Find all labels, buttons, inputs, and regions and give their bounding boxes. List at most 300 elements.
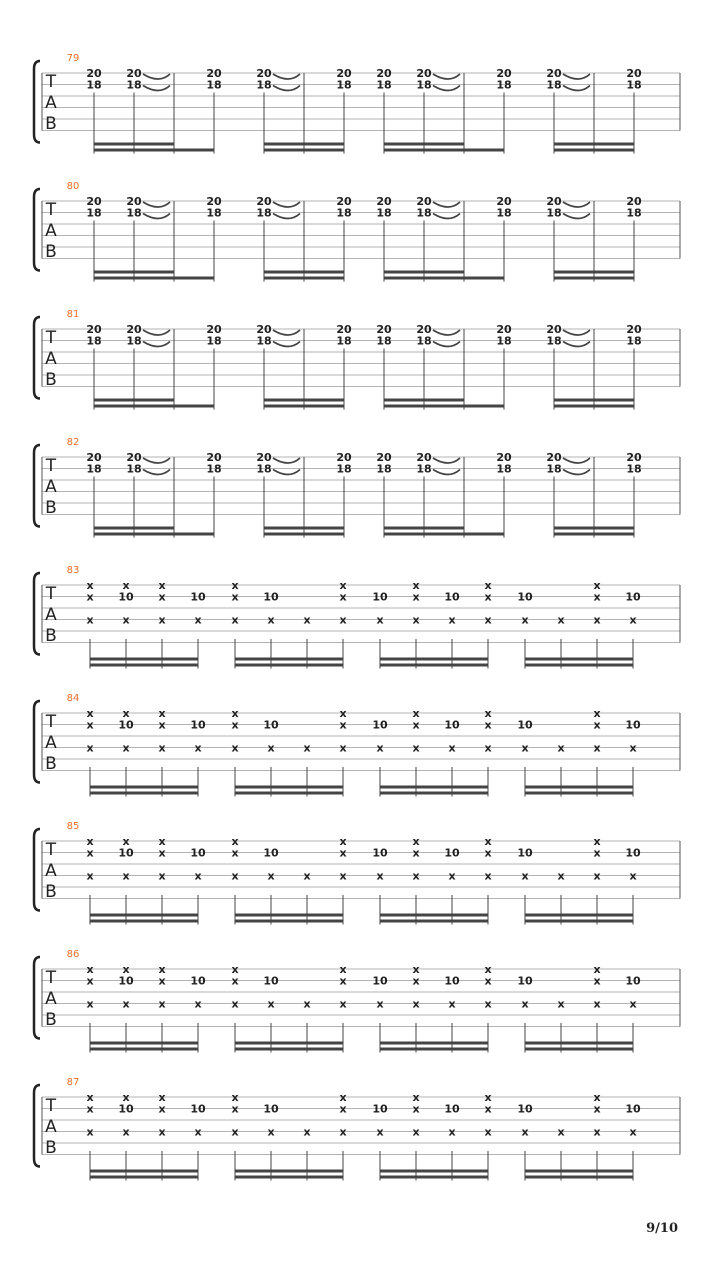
beam bbox=[525, 1176, 633, 1179]
muted-note: x bbox=[629, 1125, 637, 1139]
fret-number: 18 bbox=[86, 334, 102, 348]
muted-note: x bbox=[521, 997, 529, 1011]
tab-clef-letter: B bbox=[45, 754, 57, 774]
tie-arc bbox=[563, 202, 590, 207]
muted-note: x bbox=[448, 1125, 456, 1139]
muted-note: x bbox=[194, 613, 202, 627]
muted-note: x bbox=[303, 613, 311, 627]
fret-number: 18 bbox=[336, 334, 352, 348]
muted-note: x bbox=[158, 997, 166, 1011]
muted-note: x bbox=[158, 718, 166, 732]
tie-arc bbox=[143, 202, 170, 207]
beam bbox=[384, 533, 464, 536]
muted-note: x bbox=[484, 869, 492, 883]
fret-number: 10 bbox=[263, 846, 279, 860]
measure-number: 80 bbox=[66, 181, 80, 192]
muted-note: x bbox=[86, 707, 94, 720]
muted-note: x bbox=[86, 741, 94, 755]
muted-note: x bbox=[339, 1102, 347, 1116]
fret-number: 10 bbox=[444, 1102, 460, 1116]
muted-note: x bbox=[484, 835, 492, 848]
tie-arc bbox=[143, 342, 170, 347]
muted-note: x bbox=[557, 869, 565, 883]
fret-number: 20 bbox=[256, 323, 272, 336]
fret-number: 20 bbox=[496, 451, 512, 464]
fret-number: 20 bbox=[546, 451, 562, 464]
beam bbox=[464, 405, 504, 408]
beam bbox=[94, 277, 174, 280]
beam bbox=[384, 527, 464, 530]
beam bbox=[384, 271, 464, 274]
fret-number: 18 bbox=[206, 206, 222, 220]
muted-note: x bbox=[158, 1102, 166, 1116]
beam bbox=[235, 920, 343, 923]
muted-note: x bbox=[412, 741, 420, 755]
beam bbox=[264, 533, 344, 536]
tie-arc bbox=[273, 74, 300, 79]
tab-clef-letter: B bbox=[45, 370, 57, 390]
fret-number: 20 bbox=[626, 323, 642, 336]
beam bbox=[235, 1170, 343, 1173]
page-number: 9/10 bbox=[646, 1221, 678, 1236]
muted-note: x bbox=[593, 963, 601, 976]
fret-number: 10 bbox=[118, 1102, 134, 1116]
tab-clef-letter: A bbox=[45, 1117, 57, 1137]
beam bbox=[264, 527, 344, 530]
fret-number: 20 bbox=[416, 67, 432, 80]
muted-note: x bbox=[339, 707, 347, 720]
measure-number: 85 bbox=[66, 821, 80, 832]
muted-note: x bbox=[376, 1125, 384, 1139]
fret-number: 10 bbox=[372, 1102, 388, 1116]
muted-note: x bbox=[158, 869, 166, 883]
beam bbox=[525, 664, 633, 667]
tie-arc bbox=[433, 458, 460, 463]
muted-note: x bbox=[339, 835, 347, 848]
muted-note: x bbox=[86, 1102, 94, 1116]
fret-number: 20 bbox=[126, 323, 142, 336]
muted-note: x bbox=[231, 1125, 239, 1139]
tie-arc bbox=[563, 86, 590, 91]
tie-arc bbox=[143, 86, 170, 91]
muted-note: x bbox=[86, 997, 94, 1011]
fret-number: 10 bbox=[263, 590, 279, 604]
fret-number: 10 bbox=[190, 846, 206, 860]
beam bbox=[90, 664, 198, 667]
fret-number: 20 bbox=[126, 451, 142, 464]
beam bbox=[90, 658, 198, 661]
fret-number: 10 bbox=[444, 974, 460, 988]
muted-note: x bbox=[484, 963, 492, 976]
fret-number: 10 bbox=[625, 718, 641, 732]
muted-note: x bbox=[412, 974, 420, 988]
tie-arc bbox=[433, 470, 460, 475]
fret-number: 10 bbox=[444, 590, 460, 604]
beam bbox=[380, 1170, 488, 1173]
fret-number: 20 bbox=[206, 67, 222, 80]
fret-number: 10 bbox=[625, 1102, 641, 1116]
tab-clef-letter: T bbox=[45, 584, 57, 604]
fret-number: 18 bbox=[496, 462, 512, 476]
muted-note: x bbox=[122, 579, 130, 592]
muted-note: x bbox=[593, 869, 601, 883]
measure-number: 87 bbox=[66, 1077, 80, 1088]
fret-number: 10 bbox=[190, 590, 206, 604]
muted-note: x bbox=[339, 613, 347, 627]
beam bbox=[235, 792, 343, 795]
fret-number: 20 bbox=[496, 195, 512, 208]
tab-clef-letter: A bbox=[45, 989, 57, 1009]
muted-note: x bbox=[484, 707, 492, 720]
muted-note: x bbox=[122, 613, 130, 627]
muted-note: x bbox=[412, 846, 420, 860]
fret-number: 20 bbox=[416, 323, 432, 336]
muted-note: x bbox=[231, 846, 239, 860]
beam bbox=[525, 1170, 633, 1173]
fret-number: 20 bbox=[336, 323, 352, 336]
fret-number: 18 bbox=[126, 78, 142, 92]
tab-clef-letter: A bbox=[45, 349, 57, 369]
beam bbox=[554, 405, 634, 408]
muted-note: x bbox=[412, 718, 420, 732]
fret-number: 10 bbox=[263, 718, 279, 732]
beam bbox=[90, 920, 198, 923]
muted-note: x bbox=[339, 974, 347, 988]
muted-note: x bbox=[629, 997, 637, 1011]
muted-note: x bbox=[593, 579, 601, 592]
beam bbox=[380, 914, 488, 917]
muted-note: x bbox=[122, 869, 130, 883]
muted-note: x bbox=[122, 835, 130, 848]
muted-note: x bbox=[122, 997, 130, 1011]
fret-number: 10 bbox=[444, 846, 460, 860]
muted-note: x bbox=[122, 1091, 130, 1104]
beam bbox=[235, 1176, 343, 1179]
fret-number: 10 bbox=[372, 974, 388, 988]
muted-note: x bbox=[339, 963, 347, 976]
muted-note: x bbox=[412, 963, 420, 976]
beam bbox=[380, 1048, 488, 1051]
beam bbox=[554, 399, 634, 402]
fret-number: 10 bbox=[190, 1102, 206, 1116]
muted-note: x bbox=[158, 1125, 166, 1139]
muted-note: x bbox=[86, 1091, 94, 1104]
muted-note: x bbox=[339, 741, 347, 755]
muted-note: x bbox=[158, 613, 166, 627]
fret-number: 10 bbox=[190, 718, 206, 732]
muted-note: x bbox=[231, 974, 239, 988]
fret-number: 20 bbox=[376, 67, 392, 80]
muted-note: x bbox=[412, 579, 420, 592]
muted-note: x bbox=[267, 1125, 275, 1139]
tab-clef-letter: B bbox=[45, 1138, 57, 1158]
fret-number: 10 bbox=[625, 590, 641, 604]
beam bbox=[264, 277, 344, 280]
fret-number: 18 bbox=[626, 334, 642, 348]
tie-arc bbox=[143, 470, 170, 475]
muted-note: x bbox=[593, 1091, 601, 1104]
fret-number: 18 bbox=[416, 206, 432, 220]
system-bracket bbox=[34, 317, 40, 399]
tie-arc bbox=[433, 74, 460, 79]
beam bbox=[464, 277, 504, 280]
muted-note: x bbox=[521, 1125, 529, 1139]
muted-note: x bbox=[158, 974, 166, 988]
muted-note: x bbox=[593, 1125, 601, 1139]
tab-clef-letter: B bbox=[45, 626, 57, 646]
muted-note: x bbox=[86, 590, 94, 604]
fret-number: 10 bbox=[263, 1102, 279, 1116]
tab-clef-letter: T bbox=[45, 968, 57, 988]
muted-note: x bbox=[484, 997, 492, 1011]
tie-arc bbox=[433, 342, 460, 347]
muted-note: x bbox=[412, 869, 420, 883]
muted-note: x bbox=[122, 963, 130, 976]
system-bracket bbox=[34, 1085, 40, 1167]
muted-note: x bbox=[484, 579, 492, 592]
muted-note: x bbox=[86, 579, 94, 592]
fret-number: 10 bbox=[263, 974, 279, 988]
muted-note: x bbox=[412, 1125, 420, 1139]
beam bbox=[264, 405, 344, 408]
muted-note: x bbox=[593, 846, 601, 860]
fret-number: 18 bbox=[126, 462, 142, 476]
beam bbox=[380, 1042, 488, 1045]
tie-arc bbox=[563, 470, 590, 475]
tab-clef-letter: A bbox=[45, 733, 57, 753]
muted-note: x bbox=[448, 741, 456, 755]
muted-note: x bbox=[231, 707, 239, 720]
muted-note: x bbox=[629, 741, 637, 755]
system-bracket bbox=[34, 445, 40, 527]
muted-note: x bbox=[122, 741, 130, 755]
beam bbox=[554, 271, 634, 274]
fret-number: 20 bbox=[86, 323, 102, 336]
system-bracket bbox=[34, 189, 40, 271]
system-bracket bbox=[34, 701, 40, 783]
fret-number: 18 bbox=[256, 334, 272, 348]
fret-number: 18 bbox=[496, 206, 512, 220]
beam bbox=[525, 920, 633, 923]
beam bbox=[384, 405, 464, 408]
tab-clef-letter: T bbox=[45, 1096, 57, 1116]
measure-number: 83 bbox=[66, 565, 80, 576]
muted-note: x bbox=[194, 997, 202, 1011]
tie-arc bbox=[563, 342, 590, 347]
muted-note: x bbox=[158, 741, 166, 755]
muted-note: x bbox=[557, 741, 565, 755]
fret-number: 18 bbox=[376, 206, 392, 220]
tie-arc bbox=[143, 330, 170, 335]
muted-note: x bbox=[521, 869, 529, 883]
muted-note: x bbox=[593, 1102, 601, 1116]
tie-arc bbox=[143, 74, 170, 79]
muted-note: x bbox=[593, 613, 601, 627]
beam bbox=[554, 277, 634, 280]
fret-number: 18 bbox=[546, 334, 562, 348]
measure-number: 79 bbox=[66, 53, 80, 64]
tie-arc bbox=[433, 202, 460, 207]
fret-number: 20 bbox=[496, 67, 512, 80]
beam bbox=[525, 914, 633, 917]
fret-number: 18 bbox=[256, 78, 272, 92]
muted-note: x bbox=[339, 997, 347, 1011]
muted-note: x bbox=[339, 590, 347, 604]
beam bbox=[264, 149, 344, 152]
beam bbox=[380, 658, 488, 661]
muted-note: x bbox=[484, 590, 492, 604]
beam bbox=[554, 533, 634, 536]
beam bbox=[94, 143, 174, 146]
tab-clef-letter: A bbox=[45, 861, 57, 881]
system-bracket bbox=[34, 573, 40, 655]
muted-note: x bbox=[303, 741, 311, 755]
tab-clef-letter: B bbox=[45, 498, 57, 518]
beam bbox=[94, 149, 174, 152]
beam bbox=[235, 1048, 343, 1051]
tie-arc bbox=[143, 458, 170, 463]
muted-note: x bbox=[593, 707, 601, 720]
muted-note: x bbox=[448, 869, 456, 883]
measure-number: 84 bbox=[66, 693, 80, 704]
muted-note: x bbox=[484, 1125, 492, 1139]
beam bbox=[525, 792, 633, 795]
muted-note: x bbox=[267, 997, 275, 1011]
beam bbox=[380, 920, 488, 923]
muted-note: x bbox=[194, 741, 202, 755]
muted-note: x bbox=[412, 835, 420, 848]
measure-number: 81 bbox=[66, 309, 80, 320]
beam bbox=[554, 143, 634, 146]
tab-clef-letter: T bbox=[45, 456, 57, 476]
fret-number: 20 bbox=[126, 195, 142, 208]
fret-number: 10 bbox=[517, 1102, 533, 1116]
beam bbox=[525, 786, 633, 789]
muted-note: x bbox=[231, 835, 239, 848]
beam bbox=[174, 533, 214, 536]
muted-note: x bbox=[593, 997, 601, 1011]
fret-number: 20 bbox=[376, 323, 392, 336]
fret-number: 18 bbox=[376, 462, 392, 476]
muted-note: x bbox=[412, 613, 420, 627]
fret-number: 10 bbox=[517, 718, 533, 732]
muted-note: x bbox=[267, 869, 275, 883]
fret-number: 20 bbox=[336, 451, 352, 464]
beam bbox=[94, 405, 174, 408]
fret-number: 18 bbox=[206, 334, 222, 348]
system-bracket bbox=[34, 957, 40, 1039]
beam bbox=[235, 914, 343, 917]
fret-number: 20 bbox=[376, 451, 392, 464]
fret-number: 18 bbox=[416, 78, 432, 92]
muted-note: x bbox=[339, 1125, 347, 1139]
muted-note: x bbox=[303, 997, 311, 1011]
tab-clef-letter: T bbox=[45, 200, 57, 220]
fret-number: 18 bbox=[256, 462, 272, 476]
muted-note: x bbox=[412, 590, 420, 604]
beam bbox=[525, 1042, 633, 1045]
fret-number: 20 bbox=[336, 67, 352, 80]
fret-number: 20 bbox=[206, 451, 222, 464]
muted-note: x bbox=[339, 869, 347, 883]
muted-note: x bbox=[412, 1102, 420, 1116]
muted-note: x bbox=[484, 741, 492, 755]
tie-arc bbox=[143, 214, 170, 219]
fret-number: 18 bbox=[126, 334, 142, 348]
tie-arc bbox=[433, 330, 460, 335]
tab-clef-letter: T bbox=[45, 328, 57, 348]
tie-arc bbox=[273, 458, 300, 463]
fret-number: 10 bbox=[517, 590, 533, 604]
fret-number: 18 bbox=[496, 334, 512, 348]
fret-number: 18 bbox=[626, 78, 642, 92]
tie-arc bbox=[273, 470, 300, 475]
tab-clef-letter: B bbox=[45, 242, 57, 262]
muted-note: x bbox=[557, 997, 565, 1011]
muted-note: x bbox=[629, 613, 637, 627]
fret-number: 18 bbox=[256, 206, 272, 220]
tie-arc bbox=[433, 86, 460, 91]
muted-note: x bbox=[86, 963, 94, 976]
muted-note: x bbox=[484, 1102, 492, 1116]
beam bbox=[264, 271, 344, 274]
measure-number: 86 bbox=[66, 949, 80, 960]
fret-number: 18 bbox=[206, 78, 222, 92]
beam bbox=[90, 792, 198, 795]
muted-note: x bbox=[339, 718, 347, 732]
muted-note: x bbox=[521, 741, 529, 755]
fret-number: 20 bbox=[206, 195, 222, 208]
muted-note: x bbox=[593, 741, 601, 755]
fret-number: 18 bbox=[336, 462, 352, 476]
tie-arc bbox=[433, 214, 460, 219]
beam bbox=[464, 533, 504, 536]
fret-number: 10 bbox=[118, 846, 134, 860]
beam bbox=[554, 149, 634, 152]
fret-number: 20 bbox=[126, 67, 142, 80]
muted-note: x bbox=[521, 613, 529, 627]
muted-note: x bbox=[303, 869, 311, 883]
muted-note: x bbox=[448, 613, 456, 627]
tab-clef-letter: T bbox=[45, 72, 57, 92]
muted-note: x bbox=[376, 741, 384, 755]
muted-note: x bbox=[86, 974, 94, 988]
muted-note: x bbox=[86, 1125, 94, 1139]
fret-number: 10 bbox=[118, 718, 134, 732]
beam bbox=[94, 271, 174, 274]
muted-note: x bbox=[194, 1125, 202, 1139]
muted-note: x bbox=[448, 997, 456, 1011]
tab-clef-letter: A bbox=[45, 221, 57, 241]
muted-note: x bbox=[86, 846, 94, 860]
fret-number: 18 bbox=[336, 206, 352, 220]
muted-note: x bbox=[484, 1091, 492, 1104]
muted-note: x bbox=[158, 846, 166, 860]
beam bbox=[554, 527, 634, 530]
beam bbox=[464, 149, 504, 152]
beam bbox=[384, 277, 464, 280]
tie-arc bbox=[273, 86, 300, 91]
fret-number: 20 bbox=[546, 323, 562, 336]
fret-number: 20 bbox=[256, 451, 272, 464]
beam bbox=[384, 143, 464, 146]
muted-note: x bbox=[593, 835, 601, 848]
beam bbox=[380, 664, 488, 667]
muted-note: x bbox=[339, 579, 347, 592]
muted-note: x bbox=[267, 613, 275, 627]
fret-number: 10 bbox=[190, 974, 206, 988]
muted-note: x bbox=[267, 741, 275, 755]
